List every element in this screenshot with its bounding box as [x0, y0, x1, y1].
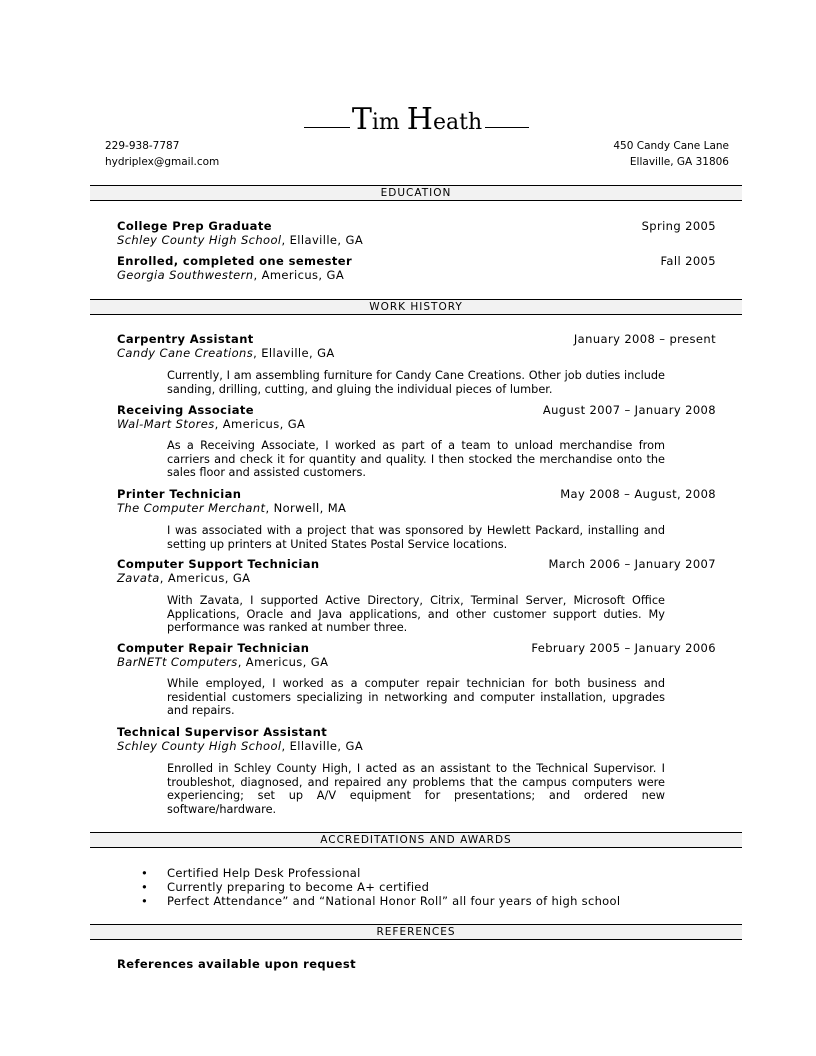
section-heading-references: REFERENCES: [90, 924, 742, 940]
job-description: With Zavata, I supported Active Directory, Citrix, Terminal Server, Microsoft Office Applications, Oracle and Java applications, and other customer support duties. My performance was ranked at number three.: [167, 594, 665, 635]
award-text: Perfect Attendance” and “National Honor Roll” all four years of high school: [167, 894, 621, 908]
job-title: Printer Technician: [117, 487, 242, 501]
employer-location: , Americus, GA: [214, 417, 306, 431]
job-dates: January 2008 – present: [573, 332, 716, 346]
section-heading-work-history: WORK HISTORY: [90, 299, 742, 315]
employer-location: , Americus, GA: [237, 655, 329, 669]
name-underline-left: [304, 127, 350, 128]
job-description: Currently, I am assembling furniture for Candy Cane Creations. Other job duties include sanding, drilling, cutting, and gluing the individual pieces of lumber.: [167, 369, 665, 396]
bullet-icon: •: [141, 894, 149, 908]
name-first-rest: im: [371, 110, 400, 135]
education-title: College Prep Graduate: [117, 219, 272, 233]
section-heading-awards: ACCREDITATIONS AND AWARDS: [90, 832, 742, 848]
employer-name: Candy Cane Creations: [117, 346, 254, 360]
address-line-2: Ellaville, GA 31806: [629, 156, 729, 168]
job-description: I was associated with a project that was sponsored by Hewlett Packard, installing and setting up printers at United States Postal Service locations.: [167, 524, 665, 551]
email-address: hydriplex@gmail.com: [105, 156, 220, 168]
job-title: Carpentry Assistant: [117, 332, 254, 346]
job-employer: [117, 739, 363, 753]
section-heading-education: EDUCATION: [90, 185, 742, 201]
list-item: [117, 894, 620, 908]
employer-location: , Norwell, MA: [265, 501, 347, 515]
phone-number: 229-938-7787: [105, 140, 180, 152]
employer-name: Wal-Mart Stores: [117, 417, 215, 431]
job-title: Technical Supervisor Assistant: [117, 725, 328, 739]
education-title: Enrolled, completed one semester: [117, 254, 353, 268]
school-name: Georgia Southwestern: [117, 268, 254, 282]
name-last-initial: H: [406, 102, 433, 137]
job-dates: August 2007 – January 2008: [542, 403, 716, 417]
job-description: Enrolled in Schley County High, I acted as an assistant to the Technical Supervisor. I troubleshot, diagnosed, and repaired any problems that the campus computers were experiencing; set up A/V equipment for presentations; and ordered new software/hardware.: [167, 762, 665, 816]
job-title: Computer Support Technician: [117, 557, 320, 571]
list-item: [117, 880, 620, 894]
employer-name: BarNETt Computers: [117, 655, 238, 669]
job-employer: [117, 417, 305, 431]
education-school: [117, 268, 344, 282]
employer-name: Schley County High School: [117, 739, 282, 753]
job-employer: [117, 655, 328, 669]
address-line-1: 450 Candy Cane Lane: [613, 140, 729, 152]
school-location: , Americus, GA: [253, 268, 345, 282]
employer-name: Zavata: [117, 571, 160, 585]
job-dates: March 2006 – January 2007: [548, 557, 716, 571]
job-title: Receiving Associate: [117, 403, 254, 417]
contact-right: [613, 138, 729, 170]
bullet-icon: •: [141, 866, 149, 880]
school-location: , Ellaville, GA: [281, 233, 364, 247]
list-item: [117, 866, 620, 880]
name-last-rest: eath: [432, 110, 483, 135]
school-name: Schley County High School: [117, 233, 282, 247]
job-employer: [117, 346, 335, 360]
employer-location: , Ellaville, GA: [253, 346, 335, 360]
job-dates: May 2008 – August, 2008: [560, 487, 716, 501]
job-description: While employed, I worked as a computer repair technician for both business and residential customers specializing in networking and computer installation, upgrades and repairs.: [167, 677, 665, 718]
bullet-icon: •: [141, 880, 149, 894]
education-date: Fall 2005: [660, 254, 716, 268]
candidate-name: [348, 102, 486, 137]
job-dates: February 2005 – January 2006: [531, 641, 716, 655]
job-employer: [117, 571, 250, 585]
education-date: Spring 2005: [641, 219, 716, 233]
contact-left: [105, 138, 219, 170]
job-title: Computer Repair Technician: [117, 641, 310, 655]
employer-name: The Computer Merchant: [117, 501, 266, 515]
award-text: Currently preparing to become A+ certified: [167, 880, 430, 894]
awards-list: [117, 866, 620, 908]
employer-location: , Ellaville, GA: [281, 739, 364, 753]
award-text: Certified Help Desk Professional: [167, 866, 361, 880]
employer-location: , Americus, GA: [159, 571, 251, 585]
references-note: References available upon request: [117, 957, 356, 971]
name-first-initial: T: [351, 102, 372, 137]
job-employer: [117, 501, 346, 515]
name-underline-right: [485, 127, 529, 128]
education-school: [117, 233, 363, 247]
job-description: As a Receiving Associate, I worked as part of a team to unload merchandise from carriers and check it for quantity and quality. I then stocked the merchandise onto the sales floor and assisted customers.: [167, 439, 665, 480]
